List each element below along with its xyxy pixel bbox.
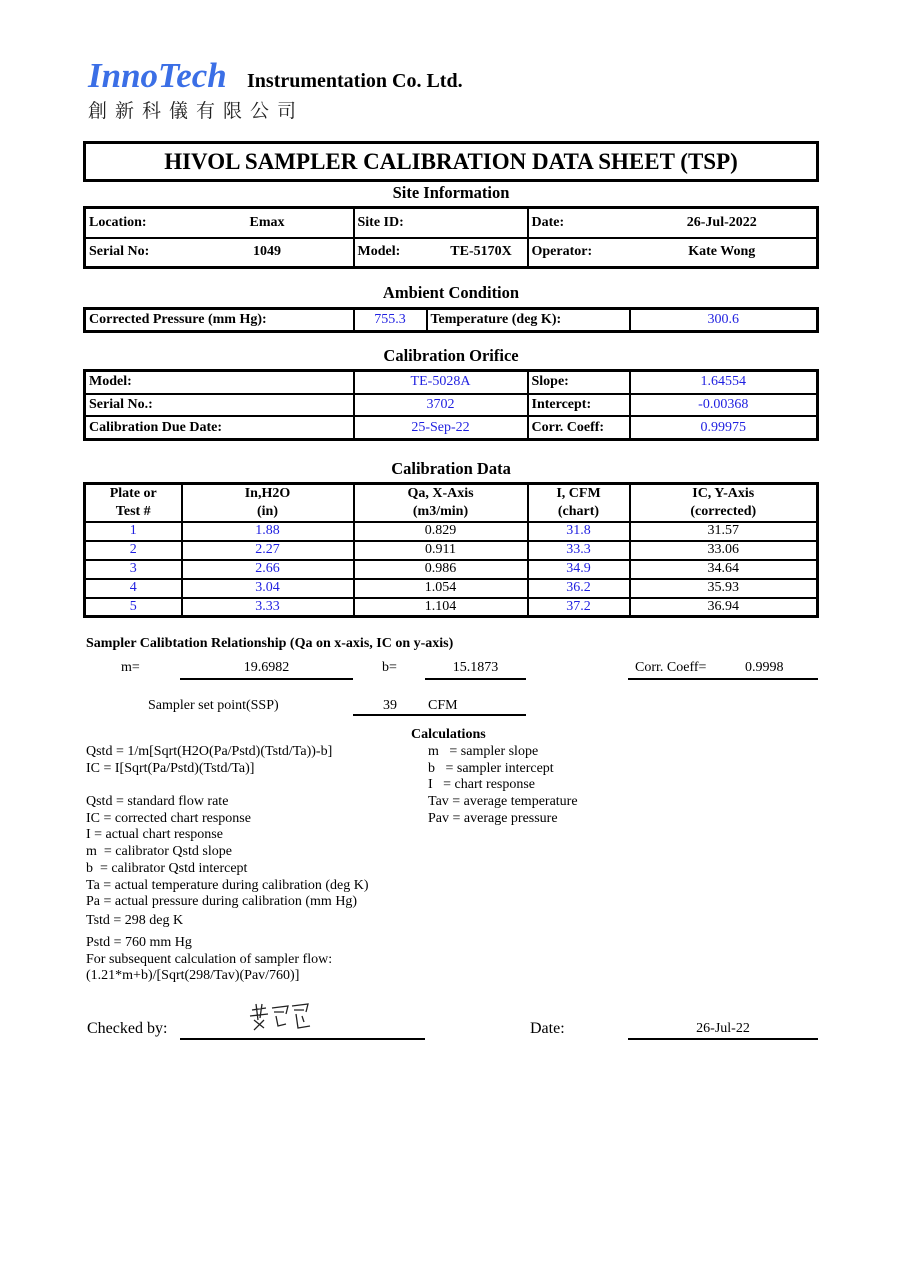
site-table: [83, 206, 819, 269]
orifice-serial-value: 3702: [354, 394, 528, 417]
table-cell: 31.8: [528, 522, 630, 541]
pstd-notes: [86, 935, 332, 985]
table-cell: 1.054: [354, 579, 528, 598]
col-header: I, CFM: [528, 484, 630, 504]
table-cell: 36.94: [630, 598, 818, 617]
site-id-label: Site ID:: [354, 208, 436, 238]
col-subheader: (corrected): [630, 504, 818, 522]
calc-line: Pa = actual pressure during calibration (mm Hg): [86, 894, 358, 910]
orifice-serial-label: Serial No.:: [85, 394, 354, 417]
operator-label: Operator:: [528, 238, 628, 268]
calc-line: I = actual chart response: [86, 827, 223, 843]
table-cell: 33.3: [528, 541, 630, 560]
table-cell: 0.829: [354, 522, 528, 541]
table-cell: 34.64: [630, 560, 818, 579]
col-header: Qa, X-Axis: [354, 484, 528, 504]
calc-line: I = chart response: [428, 777, 536, 793]
calculations-heading: Calculations: [411, 727, 486, 742]
calc-line: IC = I[Sqrt(Pa/Pstd)(Tstd/Ta)]: [86, 760, 255, 776]
ambient-table: [83, 307, 819, 333]
temperature-value: 300.6: [630, 309, 818, 332]
table-cell: 3.33: [182, 598, 354, 617]
table-cell: 3.04: [182, 579, 354, 598]
company-chinese-name: 創新科儀有限公司: [88, 100, 305, 122]
company-name: Instrumentation Co. Ltd.: [247, 70, 463, 92]
calc-line: Qstd = standard flow rate: [86, 794, 229, 810]
table-cell: 36.2: [528, 579, 630, 598]
serial-value: 1049: [182, 238, 354, 268]
ssp-unit: CFM: [428, 698, 458, 713]
b-label: b=: [382, 660, 397, 675]
corr-coeff-label: Corr. Coeff:: [528, 416, 630, 439]
table-cell: 0.986: [354, 560, 528, 579]
table-cell: 35.93: [630, 579, 818, 598]
table-cell: 3: [85, 560, 182, 579]
table-cell: 33.06: [630, 541, 818, 560]
orifice-model-value: TE-5028A: [354, 371, 528, 394]
table-row: [85, 579, 818, 598]
calc-line: m = sampler slope: [428, 744, 539, 759]
calc-line: IC = corrected chart response: [86, 810, 251, 826]
slope-label: Slope:: [528, 371, 630, 394]
calc-line: b = calibrator Qstd intercept: [86, 860, 248, 876]
col-subheader: (in): [182, 504, 354, 522]
site-heading: Site Information: [392, 183, 510, 202]
col-subheader: (m3/min): [354, 504, 528, 522]
corr-coeff-value: 0.99975: [630, 416, 818, 439]
orifice-model-label: Model:: [85, 371, 354, 394]
pressure-value: 755.3: [354, 309, 427, 332]
footer-date-value: 26-Jul-22: [696, 1021, 750, 1036]
calc-line: b = sampler intercept: [428, 760, 554, 776]
table-cell: 4: [85, 579, 182, 598]
serial-label: Serial No:: [85, 238, 182, 268]
b-value: 15.1873: [452, 660, 499, 675]
table-row: [85, 598, 818, 617]
site-id-value: [436, 208, 528, 238]
calculations-right: [428, 744, 578, 827]
date-label: Date:: [528, 208, 628, 238]
table-row: [85, 541, 818, 560]
footer-date-label: Date:: [530, 1020, 565, 1037]
m-value: 19.6982: [243, 660, 290, 675]
table-cell: 1: [85, 522, 182, 541]
table-cell: 2.66: [182, 560, 354, 579]
orifice-table: [83, 369, 819, 441]
brand-logo: InnoTech: [88, 56, 227, 95]
temperature-label: Temperature (deg K):: [427, 309, 630, 332]
corr-coeff-label: Corr. Coeff=: [635, 660, 707, 675]
col-header: IC, Y-Axis: [630, 484, 818, 504]
ssp-value: 39: [383, 698, 397, 713]
calc-line: Pstd = 760 mm Hg: [86, 935, 192, 950]
location-label: Location:: [85, 208, 182, 238]
table-row: [85, 522, 818, 541]
ssp-label: Sampler set point(SSP): [148, 698, 279, 713]
corr-coeff-value: 0.9998: [745, 660, 784, 675]
col-subheader: Test #: [85, 504, 182, 522]
table-cell: 1.104: [354, 598, 528, 617]
tstd-note: Tstd = 298 deg K: [86, 913, 184, 928]
due-date-label: Calibration Due Date:: [85, 416, 354, 439]
calc-line: m = calibrator Qstd slope: [86, 844, 232, 860]
pressure-label: Corrected Pressure (mm Hg):: [85, 309, 354, 332]
due-date-value: 25-Sep-22: [354, 416, 528, 439]
table-row: [85, 560, 818, 579]
calc-line: For subsequent calculation of sampler flow:: [86, 951, 333, 967]
calc-line: [86, 777, 369, 794]
col-header: In,H2O: [182, 484, 354, 504]
calibration-heading: Calibration Data: [391, 459, 511, 478]
table-cell: 31.57: [630, 522, 818, 541]
calc-line: Tav = average temperature: [428, 794, 578, 810]
date-value: 26-Jul-2022: [628, 208, 818, 238]
header-row: [85, 484, 818, 504]
calculations-left: [86, 744, 369, 911]
table-cell: 34.9: [528, 560, 630, 579]
calc-line: Qstd = 1/m[Sqrt(H2O(Pa/Pstd)(Tstd/Ta))-b]: [86, 744, 333, 759]
operator-value: Kate Wong: [628, 238, 818, 268]
calibration-table: [83, 482, 819, 618]
calc-line: Pav = average pressure: [428, 810, 558, 826]
relationship-heading: Sampler Calibtation Relationship (Qa on x-axis, IC on y-axis): [86, 636, 454, 651]
calc-line: (1.21*m+b)/[Sqrt(298/Tav)(Pav/760)]: [86, 968, 300, 984]
intercept-label: Intercept:: [528, 394, 630, 417]
checked-by-label: Checked by:: [87, 1020, 168, 1037]
orifice-heading: Calibration Orifice: [383, 346, 519, 365]
col-subheader: (chart): [528, 504, 630, 522]
ambient-heading: Ambient Condition: [382, 283, 520, 302]
table-cell: 37.2: [528, 598, 630, 617]
header-row: [85, 504, 818, 522]
table-cell: 2: [85, 541, 182, 560]
m-label: m=: [121, 660, 140, 675]
signature: [248, 1000, 314, 1032]
table-cell: 1.88: [182, 522, 354, 541]
model-value: TE-5170X: [436, 238, 528, 268]
table-cell: 2.27: [182, 541, 354, 560]
table-cell: 5: [85, 598, 182, 617]
model-label: Model:: [354, 238, 436, 268]
page-title: HIVOL SAMPLER CALIBRATION DATA SHEET (TSP): [83, 141, 819, 182]
calc-line: Ta = actual temperature during calibration (deg K): [86, 877, 369, 893]
table-cell: 0.911: [354, 541, 528, 560]
location-value: Emax: [182, 208, 354, 238]
intercept-value: -0.00368: [630, 394, 818, 417]
slope-value: 1.64554: [630, 371, 818, 394]
col-header: Plate or: [85, 484, 182, 504]
